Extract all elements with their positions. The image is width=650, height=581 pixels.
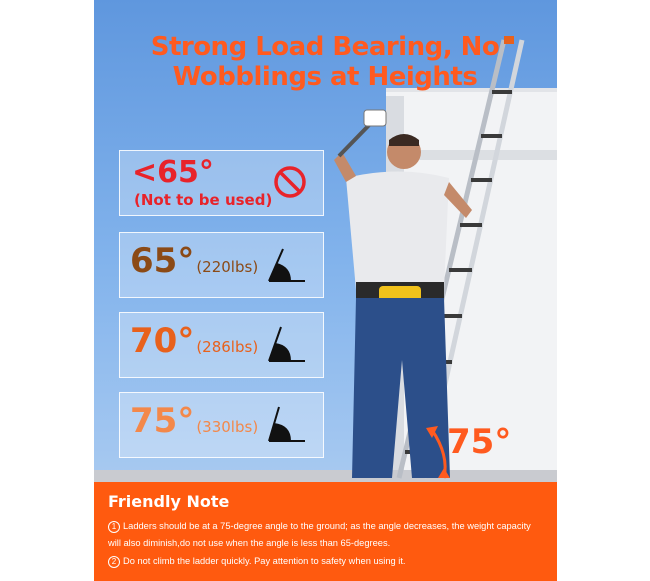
card-warning-text: (Not to be used): [134, 191, 273, 209]
card-not-to-be-used: [119, 150, 324, 216]
angle-icon: [265, 243, 309, 287]
card-70-degrees: [119, 312, 324, 378]
title-line-2: Wobblings at Heights: [172, 62, 478, 92]
card-75-degrees: [119, 392, 324, 458]
title-line-1: Strong Load Bearing, No: [150, 32, 500, 62]
card-load: (330lbs): [196, 418, 259, 436]
prohibited-icon: [273, 165, 307, 199]
product-poster: [94, 0, 557, 581]
note-item-2: 2 Do not climb the ladder quickly. Pay attention to safety when using it.: [108, 555, 406, 568]
card-angle: <65°: [132, 155, 214, 190]
card-load: (286lbs): [196, 338, 259, 356]
note-item-1-continued: will also diminish,do not use when the angle is less than 65-degrees.: [108, 538, 391, 548]
ladder-angle-label: 75°: [447, 422, 512, 462]
card-angle: 70° (286lbs): [130, 321, 259, 361]
note-heading: Friendly Note: [108, 492, 230, 511]
angle-icon: [265, 403, 309, 447]
friendly-note: [94, 482, 557, 581]
number-badge: 1: [108, 521, 120, 533]
card-load: (220lbs): [196, 258, 259, 276]
number-badge: 2: [108, 556, 120, 568]
card-angle: 65° (220lbs): [130, 241, 259, 281]
card-65-degrees: [119, 232, 324, 298]
angle-icon: [265, 323, 309, 367]
note-item-1: 1 Ladders should be at a 75-degree angle to the ground; as the angle decreases, the weight capacity: [108, 520, 531, 533]
poster-title: [134, 32, 516, 92]
card-angle: 75° (330lbs): [130, 401, 259, 441]
